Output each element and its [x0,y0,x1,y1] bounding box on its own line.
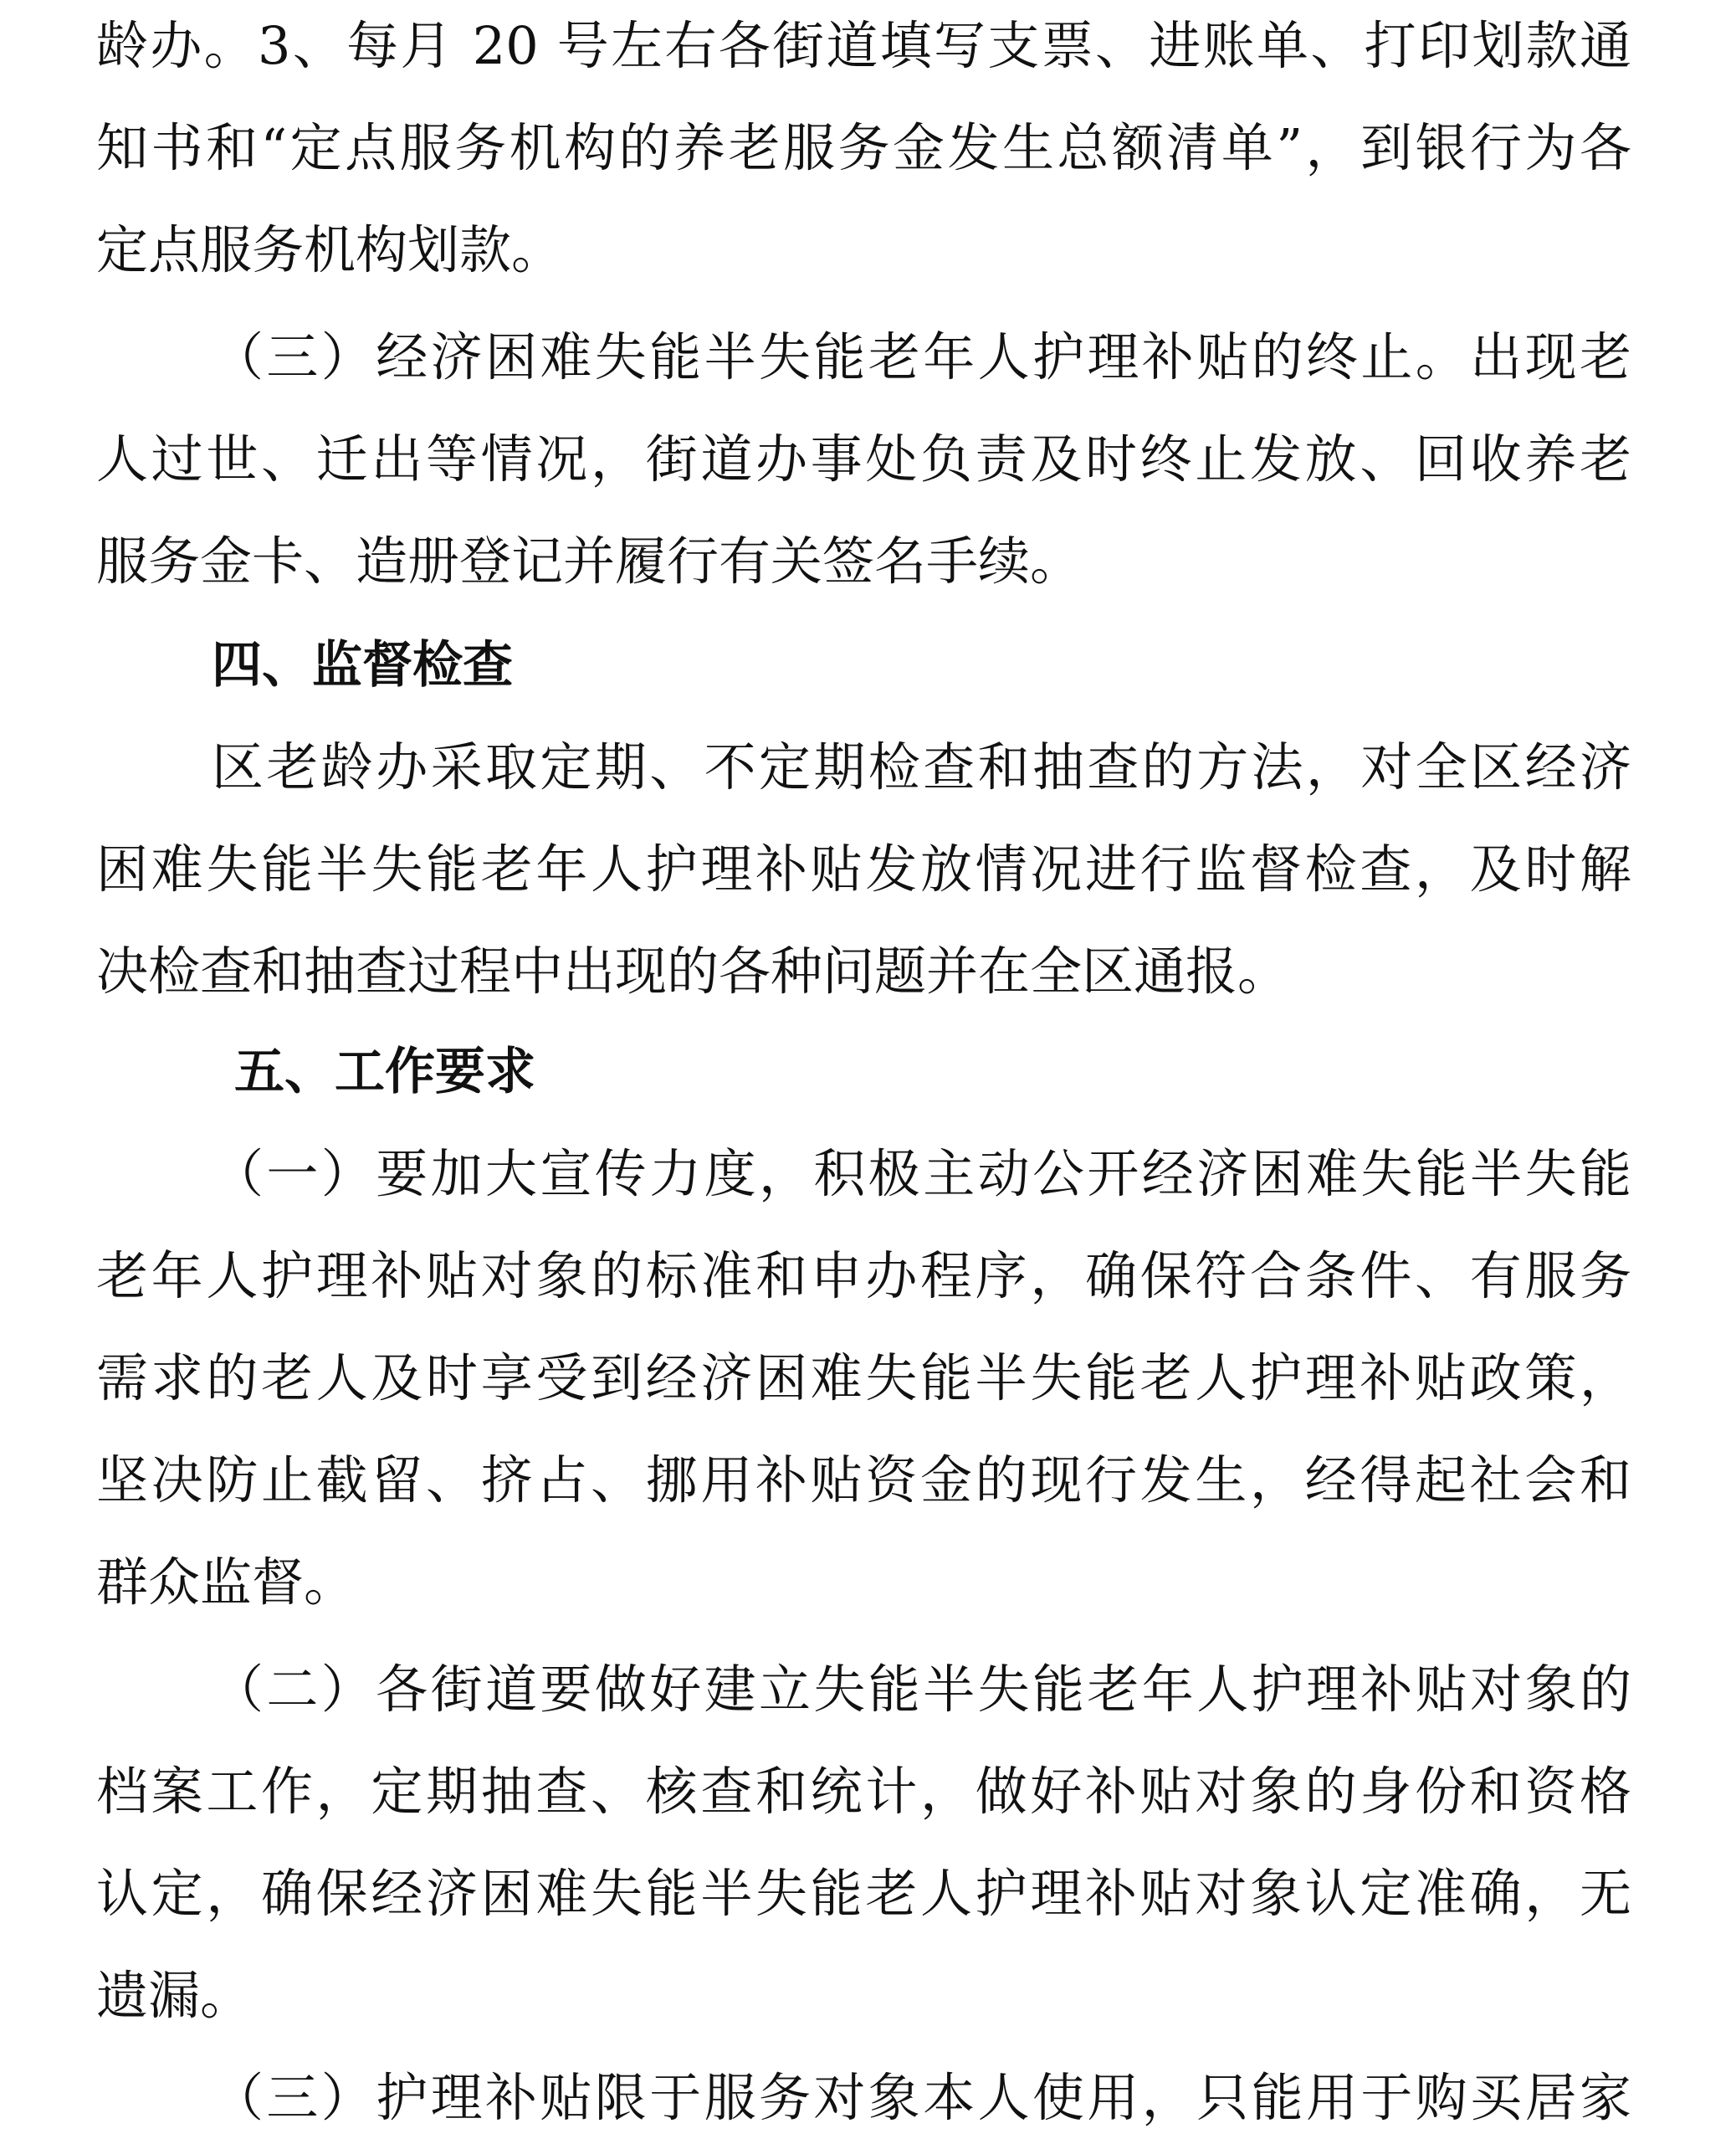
text-line-8: 区老龄办采取定期、不定期检查和抽查的方法，对全区经济 [212,736,1631,798]
text-line-2: 知书和“定点服务机构的养老服务金发生总额清单”，到银行为各 [96,117,1631,178]
section-heading-5: 五、工作要求 [234,1043,535,1101]
text-line-1: 龄办。3、每月 20 号左右各街道填写支票、进账单、打印划款通 [96,15,1631,76]
text-line-12: （一）要加大宣传力度，积极主动公开经济困难失能半失能 [212,1143,1631,1204]
text-line-5: 人过世、迁出等情况，街道办事处负责及时终止发放、回收养老 [96,428,1631,490]
text-line-19: 认定，确保经济困难失能半失能老人护理补贴对象认定准确，无 [96,1863,1631,1924]
text-line-16: 群众监督。 [96,1552,356,1613]
text-line-15: 坚决防止截留、挤占、挪用补贴资金的现行发生，经得起社会和 [96,1449,1631,1511]
text-line-4: （三）经济困难失能半失能老年人护理补贴的终止。出现老 [212,326,1631,387]
text-line-13: 老年人护理补贴对象的标准和申办程序，确保符合条件、有服务 [96,1245,1631,1306]
text-line-6: 服务金卡、造册登记并履行有关签名手续。 [96,531,1083,592]
text-line-21: （三）护理补贴限于服务对象本人使用，只能用于购买居家 [212,2067,1631,2128]
text-line-20: 遗漏。 [96,1965,253,2026]
text-line-9: 困难失能半失能老年人护理补贴发放情况进行监督检查，及时解 [96,839,1631,900]
text-line-3: 定点服务机构划款。 [96,219,564,280]
text-line-18: 档案工作，定期抽查、核查和统计，做好补贴对象的身份和资格 [96,1761,1631,1822]
section-heading-4: 四、监督检查 [212,636,513,695]
text-line-17: （二）各街道要做好建立失能半失能老年人护理补贴对象的 [212,1659,1631,1720]
text-line-10: 决检查和抽查过程中出现的各种问题并在全区通报。 [96,941,1290,1002]
text-line-14: 需求的老人及时享受到经济困难失能半失能老人护理补贴政策， [96,1347,1631,1408]
